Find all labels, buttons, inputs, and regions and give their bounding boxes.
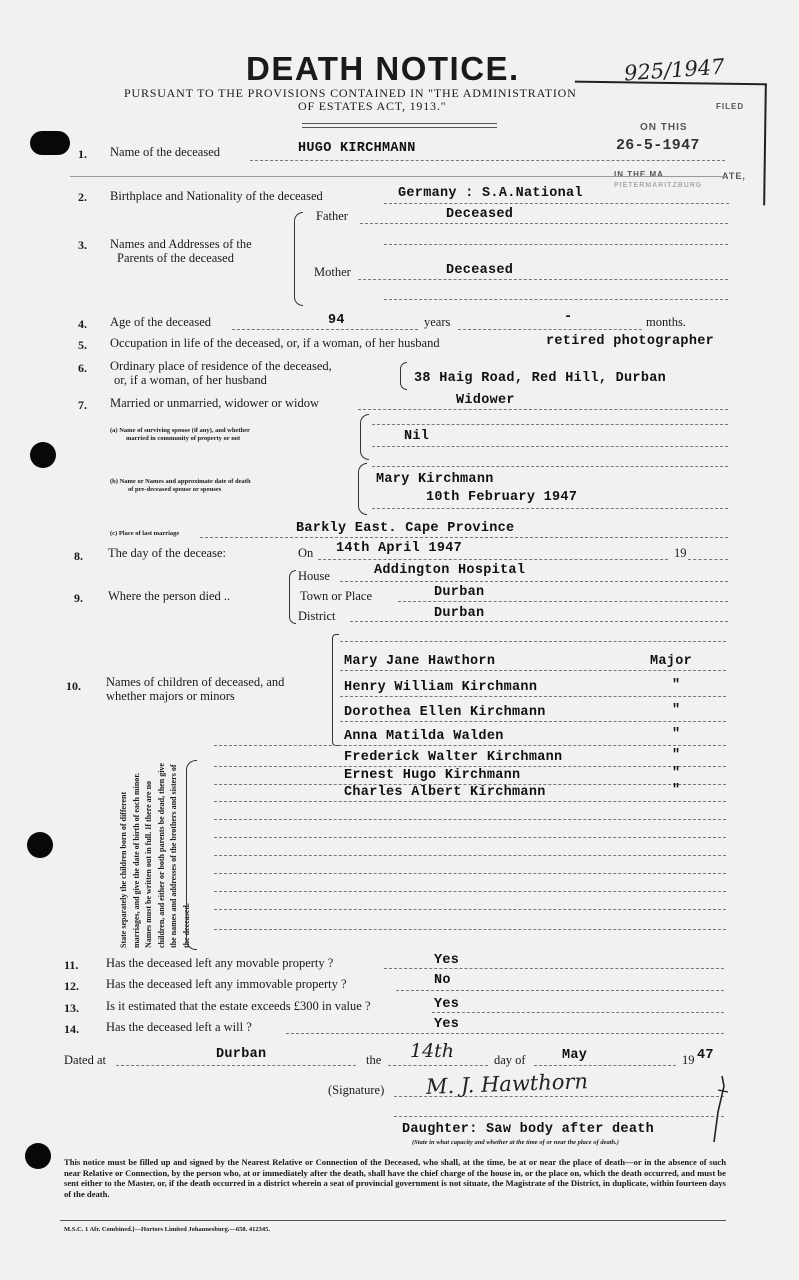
fill-line xyxy=(200,537,728,538)
fill-line xyxy=(360,223,728,224)
handwritten-reference: 925/1947 xyxy=(623,54,726,86)
name-value: HUGO KIRCHMANN xyxy=(298,141,416,156)
child-name: Charles Albert Kirchmann xyxy=(344,785,546,800)
fill-line xyxy=(214,819,726,820)
fill-line xyxy=(372,424,728,425)
fill-line xyxy=(458,329,642,330)
child-name: Dorothea Ellen Kirchmann xyxy=(344,705,546,720)
item-number: 1. xyxy=(78,147,87,161)
predeceased-label-2: of pre-deceased spouse or spouses xyxy=(128,486,222,493)
on-label: On xyxy=(298,546,314,560)
parents-label-2: Parents of the deceased xyxy=(117,251,234,265)
predeceased-label: (b) Name or Names and approximate date of death xyxy=(110,478,251,485)
fill-line xyxy=(372,466,728,467)
fill-line xyxy=(340,641,726,642)
child-status: " xyxy=(672,766,681,781)
fill-line xyxy=(384,244,728,245)
fill-line xyxy=(214,855,726,856)
fill-line xyxy=(116,1065,356,1066)
punch-hole xyxy=(30,442,56,468)
brace xyxy=(400,362,407,390)
children-label: Names of children of deceased, and xyxy=(106,675,285,689)
mother-label: Mother xyxy=(314,265,351,279)
capacity-note: (State in what capacity and whether at the time of or near the place of death.) xyxy=(412,1139,619,1146)
parents-label: Names and Addresses of the xyxy=(110,237,252,251)
item-number: 11. xyxy=(64,958,79,972)
brace xyxy=(289,570,296,624)
children-label-2: whether majors or minors xyxy=(106,689,235,703)
child-status: " xyxy=(672,783,681,798)
divider xyxy=(70,176,725,177)
spouse-label-2: married in community of property or not xyxy=(126,435,241,442)
divider xyxy=(302,127,497,128)
fill-line xyxy=(214,837,726,838)
punch-hole xyxy=(25,1143,51,1169)
fill-line xyxy=(340,696,726,697)
fill-line xyxy=(232,329,418,330)
punch-hole xyxy=(27,832,53,858)
fill-line xyxy=(388,1065,488,1066)
fill-line xyxy=(214,929,726,930)
year-prefix: 19 xyxy=(682,1053,695,1067)
item-number: 8. xyxy=(74,549,83,563)
brace xyxy=(294,212,303,306)
fill-line xyxy=(214,909,726,910)
movable-property-label: Has the deceased left any movable property ? xyxy=(106,956,334,970)
residence-label-2: or, if a woman, of her husband xyxy=(114,373,267,387)
fill-line xyxy=(384,968,724,969)
child-status: " xyxy=(672,727,681,742)
item-number: 2. xyxy=(78,190,87,204)
dated-month: May xyxy=(562,1048,588,1063)
decease-day-value: 14th April 1947 xyxy=(336,541,463,556)
occupation-value: retired photographer xyxy=(546,334,715,349)
document-subtitle: PURSUANT TO THE PROVISIONS CONTAINED IN "THE ADMINISTRATION xyxy=(124,86,577,100)
document-subtitle-2: OF ESTATES ACT, 1913." xyxy=(298,99,447,113)
stamp-suffix: ATE, xyxy=(722,171,746,181)
fill-line xyxy=(396,990,724,991)
item-number: 5. xyxy=(78,338,87,352)
fill-line xyxy=(398,601,728,602)
child-name: Frederick Walter Kirchmann xyxy=(344,750,563,765)
months-label: months. xyxy=(646,315,686,329)
district-value: Durban xyxy=(434,606,485,621)
father-label: Father xyxy=(316,209,348,223)
fill-line xyxy=(358,279,728,280)
brace xyxy=(360,414,369,460)
residence-label: Ordinary place of residence of the deceased, xyxy=(110,359,332,373)
child-name: Ernest Hugo Kirchmann xyxy=(344,768,521,783)
marital-label: Married or unmarried, widower or widow xyxy=(110,396,319,410)
estate-value-answer: Yes xyxy=(434,997,460,1012)
item-number: 10. xyxy=(66,679,81,693)
immovable-property-value: No xyxy=(434,973,451,988)
item-number: 7. xyxy=(78,398,87,412)
fill-line xyxy=(214,801,726,802)
marital-value: Widower xyxy=(456,393,515,408)
divider xyxy=(302,123,497,124)
item-number: 12. xyxy=(64,979,79,993)
signature-stroke xyxy=(700,1072,740,1152)
marriage-place-label: (c) Place of last marriage xyxy=(110,530,180,537)
signature-value: M. J. Hawthorn xyxy=(425,1069,589,1099)
item-number: 4. xyxy=(78,317,87,331)
fill-line xyxy=(214,873,726,874)
footer-instructions: This notice must be filled up and signed by the Nearest Relative or Connection of the Deceased, who shall, at the time, be at or near the place of death—or in the absence of such near Relative or Connection, by the person who, at or immediately after the death, shall have the chief charge of the house in, or the place on, which the death occurred, and must be sent either to the Master, or, if the death occurred in a district wherein a seat of provincial government is not situate, the Magistrate of the District, in duplicate, within fourteen days of the death. xyxy=(64,1157,726,1199)
punch-hole xyxy=(30,131,70,155)
brace xyxy=(332,634,339,746)
will-label: Has the deceased left a will ? xyxy=(106,1020,252,1034)
item-number: 13. xyxy=(64,1001,79,1015)
dated-at-label: Dated at xyxy=(64,1053,106,1067)
brace xyxy=(186,760,197,950)
mother-value: Deceased xyxy=(446,263,514,278)
item-number: 14. xyxy=(64,1022,79,1036)
child-status: " xyxy=(672,748,681,763)
child-name: Henry William Kirchmann xyxy=(344,680,538,695)
age-label: Age of the deceased xyxy=(110,315,211,329)
stamp-in-the-ma: IN THE MA xyxy=(614,170,664,179)
fill-line xyxy=(214,891,726,892)
signature-label: (Signature) xyxy=(328,1083,385,1097)
age-years-value: 94 xyxy=(328,313,345,328)
signatory-capacity: Daughter: Saw body after death xyxy=(402,1122,655,1137)
decease-day-label: The day of the decease: xyxy=(108,546,226,560)
fill-line xyxy=(318,559,668,560)
child-name: Anna Matilda Walden xyxy=(344,729,504,744)
dated-year: 47 xyxy=(697,1048,714,1063)
fill-line xyxy=(432,1012,724,1013)
birthplace-value: Germany : S.A.National xyxy=(398,186,583,201)
father-value: Deceased xyxy=(446,207,514,222)
will-value: Yes xyxy=(434,1017,460,1032)
movable-property-value: Yes xyxy=(434,953,460,968)
residence-value: 38 Haig Road, Red Hill, Durban xyxy=(414,371,667,386)
item-number: 3. xyxy=(78,238,87,252)
occupation-label: Occupation in life of the deceased, or, if a woman, of her husband xyxy=(110,336,440,350)
day-of-label: day of xyxy=(494,1053,526,1067)
printer-imprint: M.S.C. 1 Afr. Combined.]—Hortors Limited Johannesburg.—658. 412345. xyxy=(64,1226,270,1233)
fill-line xyxy=(372,446,728,447)
spouse-value: Nil xyxy=(404,429,430,444)
document-title: DEATH NOTICE. xyxy=(246,50,520,87)
spouse-label: (a) Name of surviving spouse (if any), and whether xyxy=(110,427,250,434)
child-name: Mary Jane Hawthorn xyxy=(344,654,496,669)
fill-line xyxy=(214,766,726,767)
immovable-property-label: Has the deceased left any immovable property ? xyxy=(106,977,347,991)
dated-day: 14th xyxy=(410,1040,455,1062)
fill-line xyxy=(286,1033,724,1034)
marriage-place-value: Barkly East. Cape Province xyxy=(296,521,515,536)
fill-line xyxy=(358,409,728,410)
stamp-date: 26-5-1947 xyxy=(616,137,700,154)
children-instructions: State separately the children born of different marriages, and give the date of birth of each minor. Names must be written out in full. If there are no children, and either or both parents be dead, then give the names and addresses of the brothers and sisters of the deceased. xyxy=(119,763,191,948)
fill-line xyxy=(340,670,726,671)
child-status: " xyxy=(672,703,681,718)
child-status: Major xyxy=(650,654,693,669)
years-label: years xyxy=(424,315,451,329)
town-label: Town or Place xyxy=(300,589,373,603)
fill-line xyxy=(384,203,729,204)
fill-line xyxy=(250,160,725,161)
fill-line xyxy=(384,299,728,300)
house-label: House xyxy=(298,569,330,583)
place-of-death-label: Where the person died .. xyxy=(108,589,231,603)
year-prefix: 19 xyxy=(674,546,687,560)
stamp-filed: FILED xyxy=(716,102,745,111)
fill-line xyxy=(534,1065,676,1066)
fill-line xyxy=(688,559,728,560)
birthplace-label: Birthplace and Nationality of the deceased xyxy=(110,189,323,203)
estate-value-label: Is it estimated that the estate exceeds £300 in value ? xyxy=(106,999,371,1013)
house-value: Addington Hospital xyxy=(374,563,526,578)
predeceased-date: 10th February 1947 xyxy=(426,490,578,505)
fill-line xyxy=(394,1116,724,1117)
fill-line xyxy=(350,621,728,622)
fill-line xyxy=(214,745,726,746)
stamp-on-this: ON THIS xyxy=(640,122,688,133)
fill-line xyxy=(340,721,726,722)
the-label: the xyxy=(366,1053,382,1067)
name-label: Name of the deceased xyxy=(110,145,221,159)
brace xyxy=(358,463,367,515)
fill-line xyxy=(340,581,728,582)
item-number: 9. xyxy=(74,591,83,605)
town-value: Durban xyxy=(434,585,485,600)
dated-place: Durban xyxy=(216,1047,267,1062)
fill-line xyxy=(372,508,728,509)
item-number: 6. xyxy=(78,361,87,375)
district-label: District xyxy=(298,609,336,623)
predeceased-name: Mary Kirchmann xyxy=(376,472,494,487)
stamp-faint-text: PIETERMARITZBURG xyxy=(614,182,703,189)
divider xyxy=(60,1220,726,1221)
child-status: " xyxy=(672,678,681,693)
age-months-value: - xyxy=(564,310,573,325)
